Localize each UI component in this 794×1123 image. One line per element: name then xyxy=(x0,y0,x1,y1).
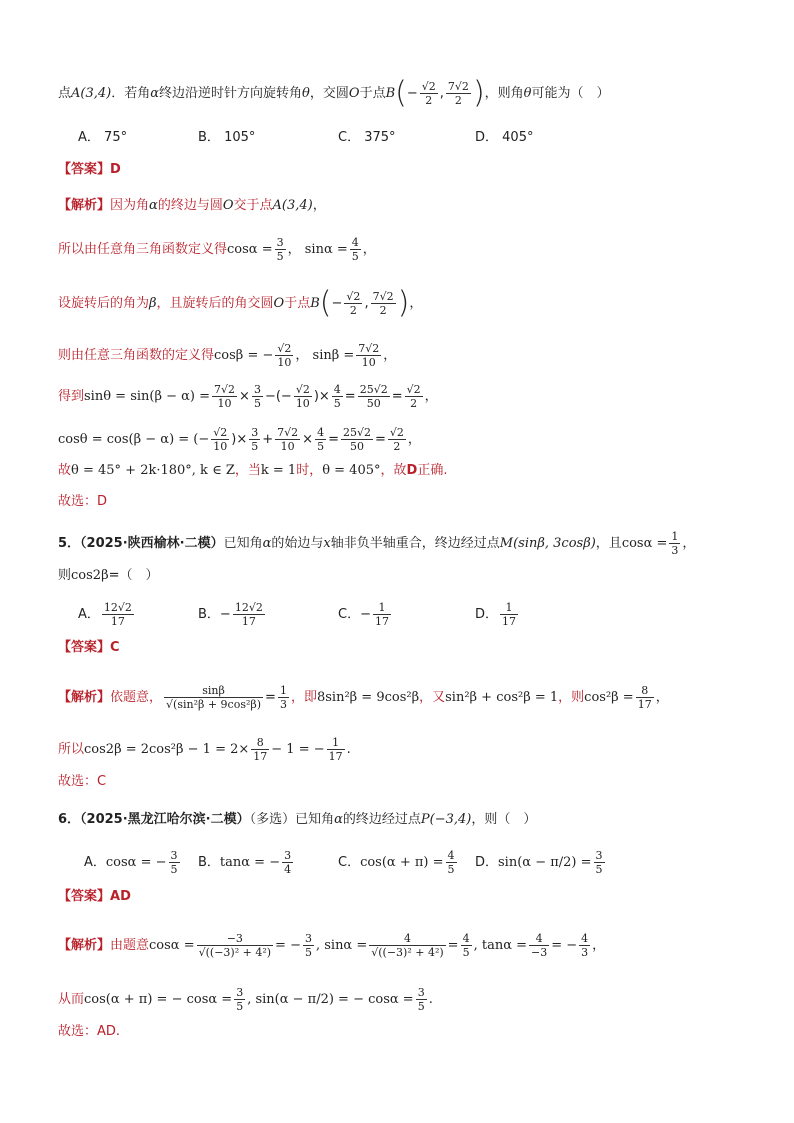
point-a: A(3,4) xyxy=(71,86,112,101)
frac-num: √2 xyxy=(421,80,436,93)
theta-symbol: θ xyxy=(523,86,532,101)
text: ．若角 xyxy=(111,86,151,101)
text: ，交圆 xyxy=(309,86,349,101)
text: 点 xyxy=(58,86,72,101)
frac-num: 7√2 xyxy=(447,80,469,93)
theta-symbol: θ xyxy=(302,86,310,101)
q4-option-b: B． 105° xyxy=(198,130,256,145)
q4-option-a: A． 75° xyxy=(78,130,128,145)
q6-expl-line2: 从而cos(α + π) = − cosα = $\frac{3}{5}$ , sin(α − π/2) = − cosα = $\frac{3}{5}$ . xyxy=(58,986,433,1013)
frac-den: 2 xyxy=(425,94,433,107)
q4-stem: 点A(3,4)．若角α终边沿逆时针方向旋转角θ，交圆O于点B(− $\frac{√2}{2}$ , $\frac{7√2}{2}$ )，则角θ可能为（ ） xyxy=(58,75,610,111)
q6-option-c: C．cos(α + π) = $\frac{4}{5}$ xyxy=(338,849,455,876)
q5-option-b: B．− $\frac{12√2}{17}$ xyxy=(198,601,263,628)
q4-expl-line7: 故θ = 45° + 2k·180°, k ∈ Z，当k = 1时，θ = 405°，故D正确. xyxy=(58,463,448,478)
text: ，则角 xyxy=(484,86,524,101)
q4-expl-line1: 【解析】因为角α的终边与圆O交于点A(3,4)， xyxy=(58,198,326,213)
frac-den: 2 xyxy=(454,94,462,107)
q4-option-d: D． 405° xyxy=(475,130,534,145)
circle-o: O xyxy=(348,86,360,101)
q5-conclusion: 故选：C xyxy=(58,774,107,789)
text: 终边沿逆时针方向旋转角 xyxy=(159,86,303,101)
q6-answer: 【答案】AD xyxy=(58,889,131,904)
q4-expl-line2: 所以由任意角三角函数定义得cosα = $\frac{3}{5}$ ， sinα = $\frac{4}{5}$ ， xyxy=(58,236,376,263)
q4-expl-line3: 设旋转后的角为β，且旋转后的角交圆O于点B(− $\frac{√2}{2}$ , $\frac{7√2}{2}$ )， xyxy=(58,285,423,321)
q6-option-d: D．sin(α − π/2) = $\frac{3}{5}$ xyxy=(475,849,603,876)
q4-option-c: C． 375° xyxy=(338,130,396,145)
q4-answer: 【答案】D xyxy=(58,162,121,177)
q4-expl-line5: 得到sinθ = sin(β − α) = $\frac{7√2}{10}$ × $\frac{3}{5}$ −(− $\frac{√2}{10}$ )× $\frac{4}{5}$ = $\frac{25√2}{50}$ = $\frac{√2}{2}$ ， xyxy=(58,383,438,410)
q6-option-b: B．tanα = − $\frac{3}{4}$ xyxy=(198,849,292,876)
q5-option-a: A． $\frac{12√2}{17}$ xyxy=(78,601,132,628)
point-b: B xyxy=(385,86,396,101)
q4-conclusion: 故选：D xyxy=(58,494,108,509)
alpha-symbol: α xyxy=(150,86,160,101)
q6-conclusion: 故选：AD. xyxy=(58,1024,121,1039)
q5-stem: 5．（2025·陕西榆林·二模）已知角α的始边与x轴非负半轴重合，终边经过点M(sinβ, 3cosβ)，且cosα = $\frac{1}{3}$ ， xyxy=(58,530,696,557)
q5-option-c: C．− $\frac{1}{17}$ xyxy=(338,601,389,628)
q6-stem: 6．（2025·黑龙江哈尔滨·二模）（多选）已知角α的终边经过点P(−3,4)，则（ ） xyxy=(58,812,537,827)
q5-expl-line2: 所以cos2β = 2cos²β − 1 = 2× $\frac{8}{17}$ − 1 = − $\frac{1}{17}$ . xyxy=(58,736,351,763)
text: 可能为（ ） xyxy=(531,86,610,101)
q5-option-d: D． $\frac{1}{17}$ xyxy=(475,601,517,628)
q6-option-a: A．cosα = − $\frac{3}{5}$ xyxy=(84,849,178,876)
q4-expl-line4: 则由任意三角函数的定义得cosβ = − $\frac{√2}{10}$ ， sinβ = $\frac{7√2}{10}$ ， xyxy=(58,342,397,369)
q5-stem-2: 则cos2β=（ ） xyxy=(58,568,159,583)
q4-expl-line6: cosθ = cos(β − α) = (− $\frac{√2}{10}$ )× $\frac{3}{5}$ + $\frac{7√2}{10}$ × $\frac{4}{5}$ = $\frac{25√2}{50}$ = $\frac{√2}{2}$ ， xyxy=(58,426,421,453)
text: 于点 xyxy=(359,86,386,101)
q6-expl-line1: 【解析】由题意cosα = $\frac{-3}{\text{√((−3)² + 4²)}}$ = − $\frac{3}{5}$ , sinα = $\frac{4}{\text{√((−3)² + 4²)}}$ = $\frac{4}{5}$ , tanα = $\frac{4}{-3}$ = − $\frac{4}{3}$ ， xyxy=(58,932,606,959)
q5-expl-line1: 【解析】依题意， $\frac{\sin\beta}{\text{√(sin²β + 9cos²β)}}$ = $\frac{1}{3}$ ，即8sin²β = 9cos²β，又sin²β + cos²β = 1，则cos²β = $\frac{8}{17}$ ， xyxy=(58,684,669,711)
q5-answer: 【答案】C xyxy=(58,640,120,655)
